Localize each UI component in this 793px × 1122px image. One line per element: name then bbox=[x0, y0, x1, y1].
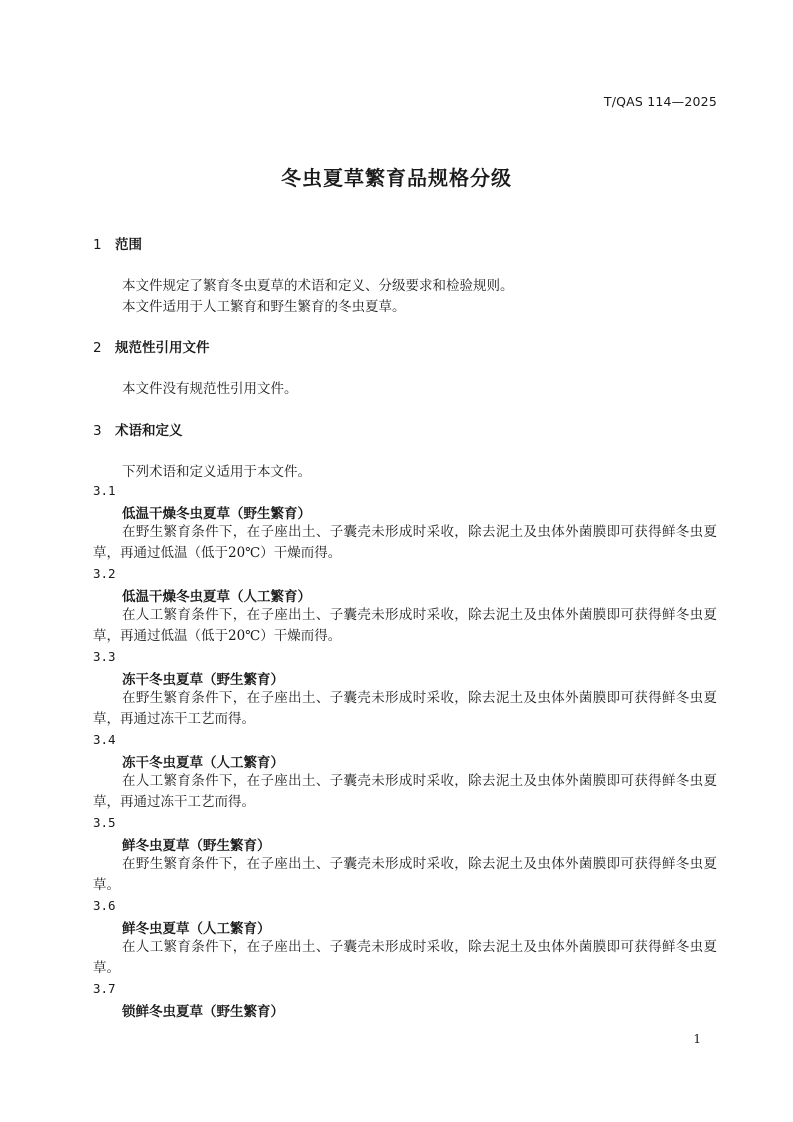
section-number: 2 bbox=[93, 340, 102, 356]
term-definition: 在人工繁育条件下，在子座出土、子囊壳未形成时采收，除去泥土及虫体外菌膜即可获得鲜冬虫夏草，再通过低温（低于20℃）干燥而得。 bbox=[93, 607, 717, 644]
term-number: 3.7 bbox=[93, 981, 116, 996]
term-number: 3.4 bbox=[93, 732, 116, 747]
section-heading-scope bbox=[93, 233, 142, 253]
term-number: 3.5 bbox=[93, 815, 116, 830]
section-title: 规范性引用文件 bbox=[115, 340, 210, 356]
term-definition: 在野生繁育条件下，在子座出土、子囊壳未形成时采收，除去泥土及虫体外菌膜即可获得鲜冬虫夏草。 bbox=[93, 856, 717, 893]
section-heading-normative-references bbox=[93, 336, 210, 356]
paragraph: 本文件适用于人工繁育和野生繁育的冬虫夏草。 bbox=[122, 299, 406, 315]
section-number: 3 bbox=[93, 423, 102, 439]
term-name: 鲜冬虫夏草（野生繁育） bbox=[122, 838, 271, 854]
term-name: 冻干冬虫夏草（野生繁育） bbox=[122, 672, 284, 688]
term-number: 3.3 bbox=[93, 649, 116, 664]
paragraph: 本文件规定了繁育冬虫夏草的术语和定义、分级要求和检验规则。 bbox=[122, 278, 514, 294]
paragraph: 下列术语和定义适用于本文件。 bbox=[122, 464, 311, 480]
term-number: 3.2 bbox=[93, 566, 116, 581]
term-definition: 在人工繁育条件下，在子座出土、子囊壳未形成时采收，除去泥土及虫体外菌膜即可获得鲜冬虫夏草，再通过冻干工艺而得。 bbox=[93, 773, 717, 810]
term-name: 低温干燥冬虫夏草（人工繁育） bbox=[122, 589, 311, 605]
term-definition: 在人工繁育条件下，在子座出土、子囊壳未形成时采收，除去泥土及虫体外菌膜即可获得鲜冬虫夏草。 bbox=[93, 939, 717, 976]
section-title: 范围 bbox=[115, 237, 142, 253]
page-number: 1 bbox=[693, 1032, 701, 1046]
term-definition: 在野生繁育条件下，在子座出土、子囊壳未形成时采收，除去泥土及虫体外菌膜即可获得鲜冬虫夏草，再通过冻干工艺而得。 bbox=[93, 690, 717, 727]
term-name: 冻干冬虫夏草（人工繁育） bbox=[122, 755, 284, 771]
term-definition: 在野生繁育条件下，在子座出土、子囊壳未形成时采收，除去泥土及虫体外菌膜即可获得鲜冬虫夏草，再通过低温（低于20℃）干燥而得。 bbox=[93, 524, 717, 561]
term-name: 低温干燥冬虫夏草（野生繁育） bbox=[122, 506, 311, 522]
term-number: 3.6 bbox=[93, 898, 116, 913]
page-title: 冬虫夏草繁育品规格分级 bbox=[281, 166, 512, 190]
standard-code: T/QAS 114—2025 bbox=[603, 94, 717, 109]
section-number: 1 bbox=[93, 237, 102, 253]
section-heading-terms-definitions bbox=[93, 419, 183, 439]
paragraph: 本文件没有规范性引用文件。 bbox=[122, 381, 298, 397]
term-name: 锁鲜冬虫夏草（野生繁育） bbox=[122, 1004, 284, 1020]
term-number: 3.1 bbox=[93, 483, 116, 498]
section-title: 术语和定义 bbox=[115, 423, 183, 439]
term-name: 鲜冬虫夏草（人工繁育） bbox=[122, 921, 271, 937]
